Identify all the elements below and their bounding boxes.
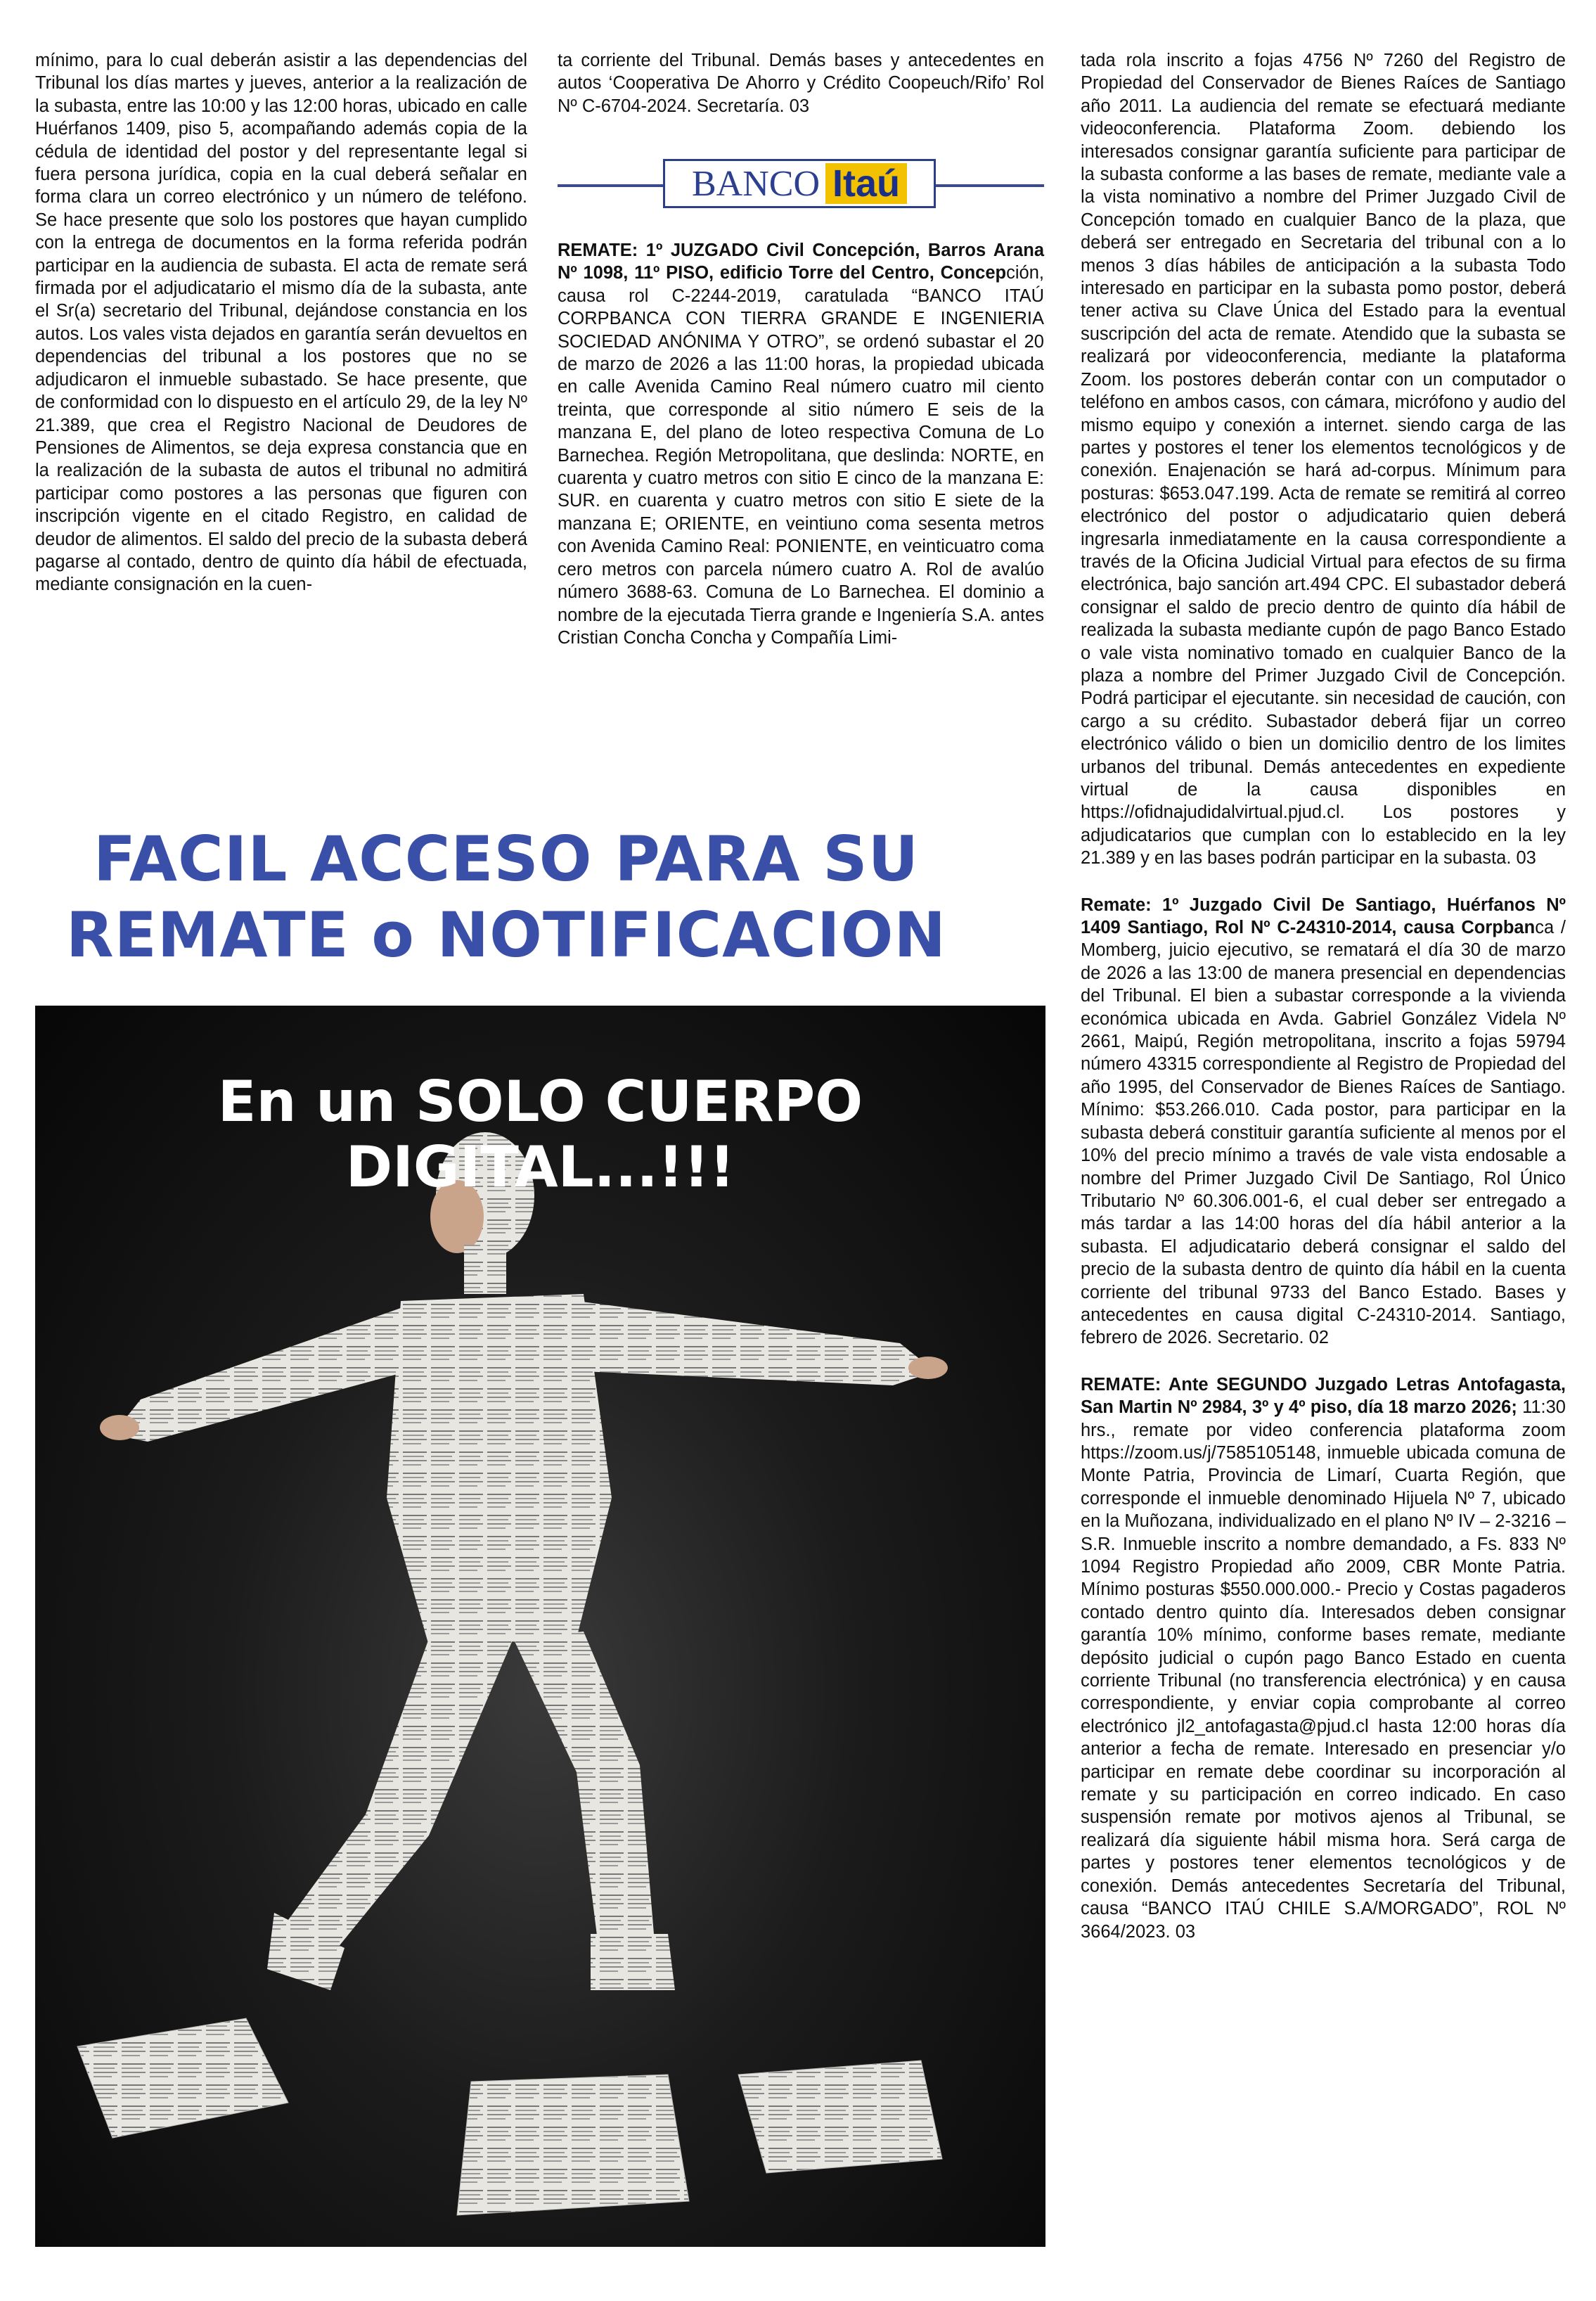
ad-photo [35, 1006, 1045, 2247]
ad-title [35, 821, 977, 973]
notice-itau-continuation: tada rola inscrito a fojas 4756 Nº 7260 del Registro de Propiedad del Conservador de Bienes Raíces de Santiago año 2011. La audiencia del remate se efectuará mediante videoconferencia. Plataforma Zoom. debiendo los interesados consignar garantía suficiente para participar de la subasta conforme a las bases de remate, mediante vale a la vista nominativo a nombre del Primer Juzgado Civil de Concepción tomado en cualquier Banco de la plaza, que deberá ser entregado en Secretaria del tribunal con a lo menos 3 días hábiles de anticipación a la subasta Todo interesado en participar en la subasta pomo postor, deberá tener activa su Clave Única del Estado para la eventual suscripción del acta de remate. Atendido que la subasta se realizará por videoconferencia, mediante la plataforma Zoom. los postores deberán contar con un computador o teléfono en ambos casos, con cámara, micrófono y audio del mismo equipo y conexión a internet. siendo carga de las partes y postores el tener los elementos tecnológicos y de conexión. Enajenación se hará ad-corpus. Mínimum para posturas: $653.047.199. Acta de remate se remitirá al correo electrónico del postor o adjudicatario quien deberá ingresarla inmediatamente en la causa correspondiente a través de la Oficina Judicial Virtual para efectos de su firma electrónica, bajo sanción art.494 CPC. El subastador deberá consignar el saldo de precio dentro de quinto día hábil de realizada la subasta mediante cupón de pago Banco Estado o vale vista nominativo tomado en cualquier Banco de la plaza a nombre del Primer Juzgado Civil de Concepción. Podrá participar el ejecutante. sin necesidad de caución, con cargo a su crédito. Subastador deberá fijar un correo electrónico válido o bien un domicilio dentro de los limites urbanos del tribunal. Demás antecedentes en expediente virtual de la causa disponibles en https://ofidnajudidalvirtual.pjud.cl. Los postores y adjudicatarios que cumplan con lo establecido en la ley 21.389 y en las bases podrán participar en la subasta. 03 [1081, 51, 1566, 869]
notice-santiago [1081, 894, 1566, 1350]
notice-antofagasta-heading: REMATE: Ante SEGUNDO Juzgado Letras Antofagasta, San Martin Nº 2984, 3º y 4º piso, día 18 marzo 2026; [1081, 1374, 1566, 1418]
floor-newspapers [77, 2018, 942, 2215]
notice-antofagasta [1081, 1373, 1566, 1943]
notice-itau-concepcion [558, 239, 1044, 649]
notice-ending-text: ta corriente del Tribunal. Demás bases y antecedentes en autos ‘Cooperativa De Ahorro y Crédito Coopeuch/Rifo’ Rol Nº C-6704-2024. Secretaría. 03 [558, 51, 1044, 116]
notice-paragraph [558, 239, 1044, 649]
logo-itau-text: Itaú [825, 163, 907, 204]
ad-title-line-1: FACIL ACCESO PARA SU [93, 823, 920, 895]
notice-continuation-text: mínimo, para lo cual deberán asistir a las dependencias del Tribunal los días martes y jueves, anterior a la realización de la subasta, entre las 10:00 y las 12:00 horas, ubicado en calle Huérfanos 1409, piso 5, acompañando además copia de la cédula de identidad del postor y del representante legal si fuera persona jurídica, copia en la cual deberá señalar en forma clara un correo electrónico y un número de teléfono. Se hace presente que solo los postores que hayan cumplido con la entrega de documentos en la forma referida podrán participar en la audiencia de subasta. El acta de remate será firmada por el adjudicatario el mismo día de la subasta, ante el Sr(a) secretario del Tribunal, dejándose constancia en los autos. Los vales vista dejados en garantía serán devueltos en dependencias del tribunal a los postores que no se adjudicaron el inmueble subastado. Se hace presente, que de conformidad con lo dispuesto en el artículo 29, de la ley Nº 21.389, que crea el Registro Nacional de Deudores de Pensiones de Alimentos, se deja expresa constancia que en la realización de la subasta de autos el tribunal no admitirá participar como postores a las personas que figuren con inscripción vigente en el citado Registro, en calidad de deudor de alimentos. El saldo del precio de la subasta deberá pagarse al contado, dentro de quinto día hábil de efectuada, mediante consignación en la cuen- [35, 51, 527, 595]
notice-column-2 [558, 49, 1044, 127]
logo-rule-right [936, 184, 1044, 187]
logo-banco-text: BANCO [691, 163, 820, 204]
spacer [1081, 1350, 1566, 1373]
spacer [1081, 870, 1566, 894]
notice-column-3 [1081, 49, 1566, 1943]
logo-rule-left [558, 184, 663, 187]
ad-title-line-2: REMATE o NOTIFICACION [65, 899, 947, 971]
figure-body [100, 1132, 948, 1990]
notice-body: ción, causa rol C-2244-2019, caratulada “BANCO ITAÚ CORPBANCA CON TIERRA GRANDE E INGENIERIA SOCIEDAD ANÓNIMA Y OTRO”, se ordenó subastar el 20 de marzo de 2026 a las 11:00 horas, la propiedad ubicada en calle Avenida Camino Real número cuatro mil ciento treinta, que corresponde al sitio número E seis de la manzana E, del plano de loteo respectiva Comuna de Lo Barnechea. Región Metropolitana, que deslinda: NORTE, en cuarenta y cuatro metros con sitio E cinco de la manzana E: SUR. en cuarenta y cuatro metros con sitio E siete de la manzana E; ORIENTE, en veintiuno coma sesenta metros con Avenida Camino Real: PONIENTE, en veinticuatro coma cero metros con parcela número cuatro A. Rol de avalúo número 3688-63. Comuna de Lo Barnechea. El dominio a nombre de la ejecutada Tierra grande e Ingeniería S.A. antes Cristian Concha Concha y Compañía Limi- [558, 263, 1044, 648]
notice-antofagasta-body: 11:30 hrs., remate por video conferencia plataforma zoom https://zoom.us/j/7585105148, inmueble ubicada comuna de Monte Patria, Provincia de Limarí, Cuarta Región, que corresponde el inmueble denominado Hijuela Nº 7, ubicado en la Muñozana, individualizado en el plano Nº IV – 2-3216 – S.R. Inmueble inscrito a nombre demandado, a Fs. 833 Nº 1094 Registro Propiedad año 2009, CBR Monte Patria. Mínimo posturas $550.000.000.- Precio y Costas pagaderos contado dentro quinto día. Interesados deben consignar garantía 10% mínimo, conforme bases remate, mediante depósito judicial o cupón pago Banco Estado en cuenta corriente Tribunal (no transferencia electrónica) y en causa correspondiente, y enviar copia comprobante al correo electrónico jl2_antofagasta@pjud.cl hasta 12:00 horas día anterior a fecha de remate. Interesado en presenciar y/o participar en remate debe coordinar su incorporación al remate y su participación en correo indicado. En caso suspensión remate por motivos ajenos al Tribunal, se realizará día siguiente hábil misma hora. Será carga de partes y postores tener elementos tecnológicos y de conexión. Demás antecedentes Secretaría del Tribunal, causa “BANCO ITAÚ CHILE S.A/MORGADO”, ROL Nº 3664/2023. 03 [1081, 1397, 1566, 1942]
notice-heading: REMATE: 1º JUZGADO Civil Concepción, Barros Arana Nº 1098, 11º PISO, edificio Torre del Centro, Concep [558, 241, 1044, 283]
notice-santiago-body: ca / Momberg, juicio ejecutivo, se rematará el día 30 de marzo de 2026 a las 13:00 de manera presencial en dependencias del Tribunal. El bien a subastar corresponde a la vivienda económica ubicada en Avda. Gabriel González Videla Nº 2661, Maipú, Región metropolitana, inscrito a fojas 59794 número 43315 correspondiente al Registro de Propiedad del año 1995, del Conservador de Bienes Raíces de Santiago. Mínimo: $53.266.010. Cada postor, para participar en la subasta deberá constituir garantía suficiente al menos por el 10% del precio mínimo a través de vale vista endosable a nombre del Primer Juzgado Civil De Santiago, Rol Único Tributario Nº 60.306.001-6, el cual deber ser entregado a más tardar a las 14:00 horas del día hábil anterior a la subasta. El adjudicatario deberá consignar el saldo del precio de la subasta dentro de quinto día hábil en la cuenta corriente del tribunal 9733 del Banco Estado. Bases y antecedentes en causa digital C-24310-2014. Santiago, febrero de 2026. Secretario. 02 [1081, 918, 1566, 1348]
notice-column-1 [35, 49, 527, 596]
banco-itau-logo [663, 159, 936, 208]
ad-subtitle: En un SOLO CUERPO DIGITAL...!!! [217, 1069, 863, 1200]
banco-itau-logo-strip [558, 156, 1044, 212]
notice-santiago-heading: Remate: 1º Juzgado Civil De Santiago, Huérfanos Nº 1409 Santiago, Rol Nº C-24310-2014, causa Corpban [1081, 895, 1566, 938]
